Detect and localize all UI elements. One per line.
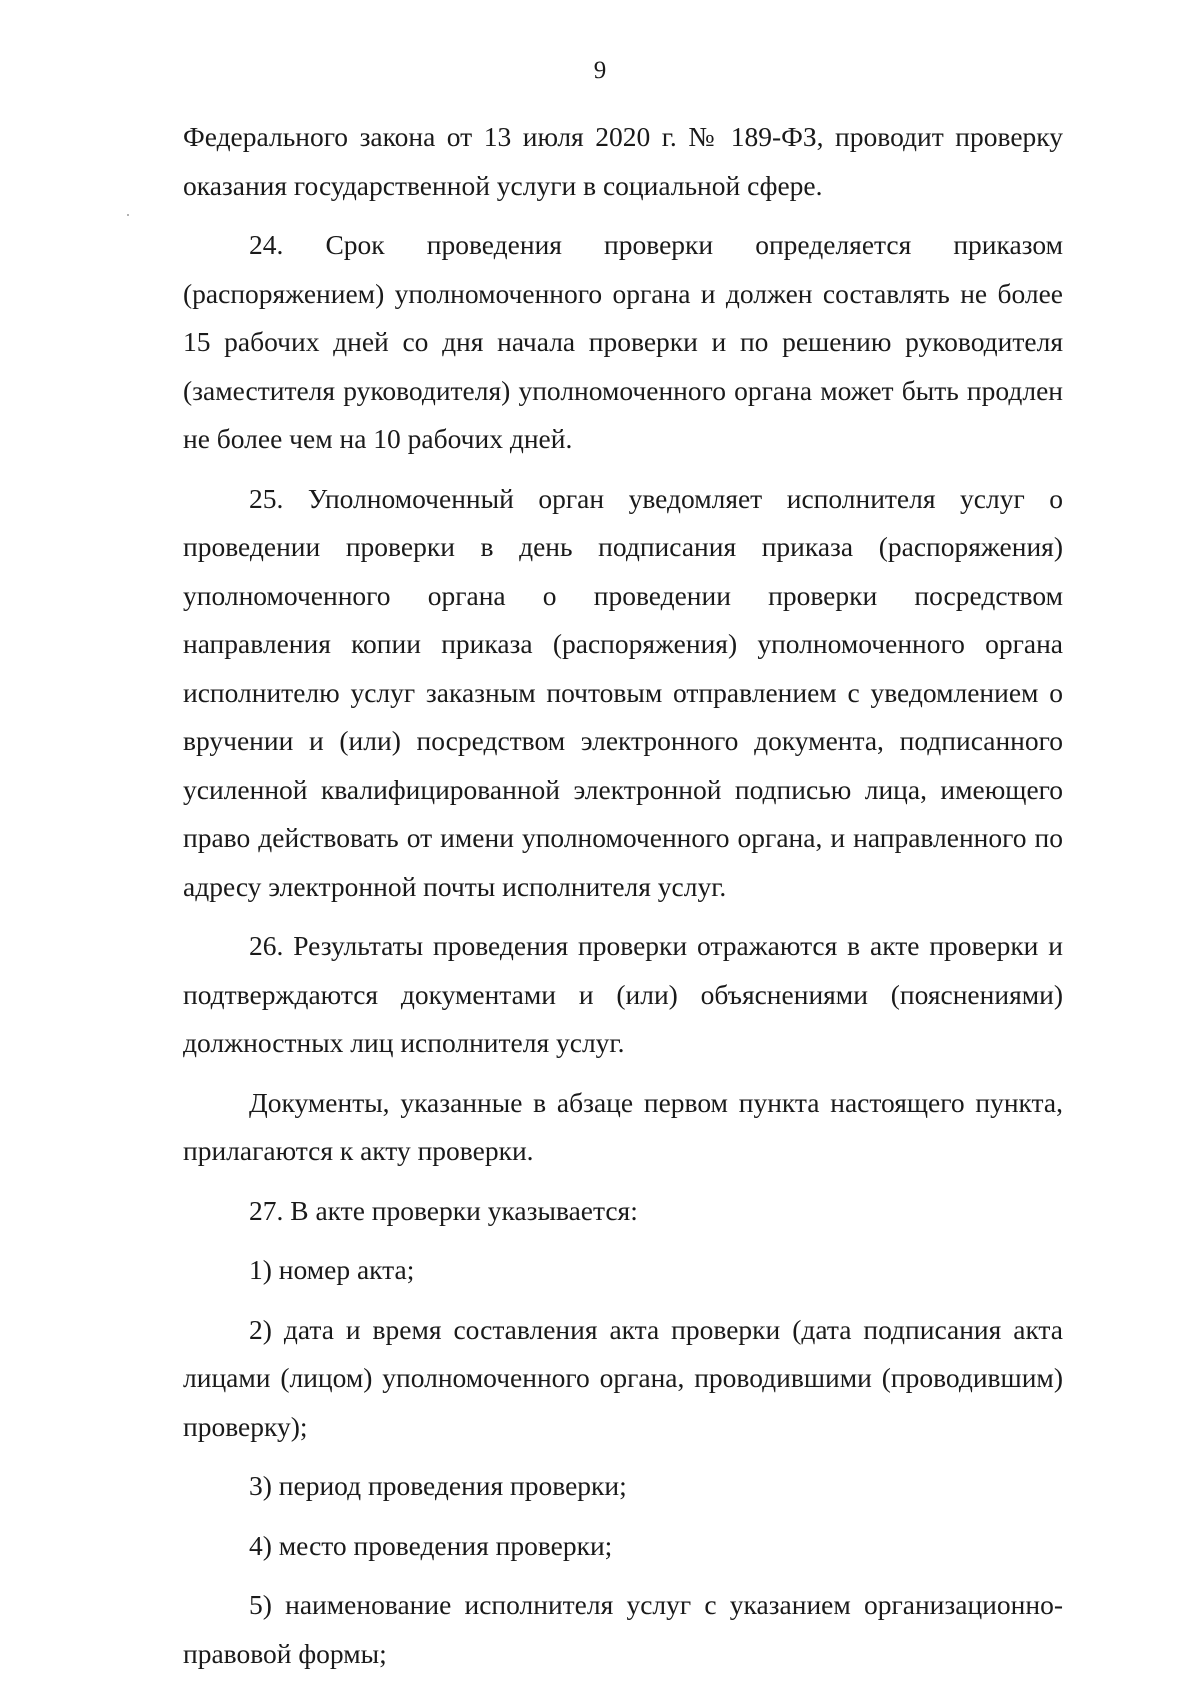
list-item-5: 5) наименование исполнителя услуг с указанием организационно-правовой формы; <box>183 1589 1063 1669</box>
paragraph-continuation: Федерального закона от 13 июля 2020 г. № 189-ФЗ, проводит проверку оказания государственной услуги в социальной сфере. <box>183 121 1063 201</box>
list-item-1: 1) номер акта; <box>249 1254 415 1285</box>
scan-artifact-dot <box>127 214 129 216</box>
paragraph-item-24: 24. Срок проведения проверки определяется приказом (распоряжением) уполномоченного органа и должен составлять не более 15 рабочих дней со дня начала проверки и по решению руководителя (заместителя руководителя) уполномоченного органа может быть продлен не более чем на 10 рабочих дней. <box>183 229 1063 454</box>
list-item-4: 4) место проведения проверки; <box>249 1529 613 1561</box>
paragraph-documents-note: Документы, указанные в абзаце первом пункта настоящего пункта, прилагаются к акту проверки. <box>183 1086 1063 1166</box>
page-number: 9 <box>593 57 607 84</box>
list-item-3: 3) период проведения проверки; <box>249 1470 627 1501</box>
document-body <box>183 113 1063 1689</box>
list-item-2: 2) дата и время составления акта проверки (дата подписания акта лицами (лицом) уполномоченного органа, проводившими (проводившим) проверку); <box>183 1313 1063 1442</box>
paragraph-item-27: 27. В акте проверки указывается: <box>249 1194 638 1226</box>
paragraph-item-26: 26. Результаты проведения проверки отражаются в акте проверки и подтверждаются документами и (или) объяснениями (пояснениями) должностных лиц исполнителя услуг. <box>183 930 1063 1058</box>
paragraph-item-25: 25. Уполномоченный орган уведомляет исполнителя услуг о проведении проверки в день подписания приказа (распоряжения) уполномоченного органа о проведении проверки посредством направления копии приказа (распоряжения) уполномоченного органа исполнителю услуг заказным почтовым отправлением с уведомлением о вручении и (или) посредством электронного документа, подписанного усиленной квалифицированной электронной подписью лица, имеющего право действовать от имени уполномоченного органа, и направленного по адресу электронной почты исполнителя услуг. <box>183 482 1063 902</box>
